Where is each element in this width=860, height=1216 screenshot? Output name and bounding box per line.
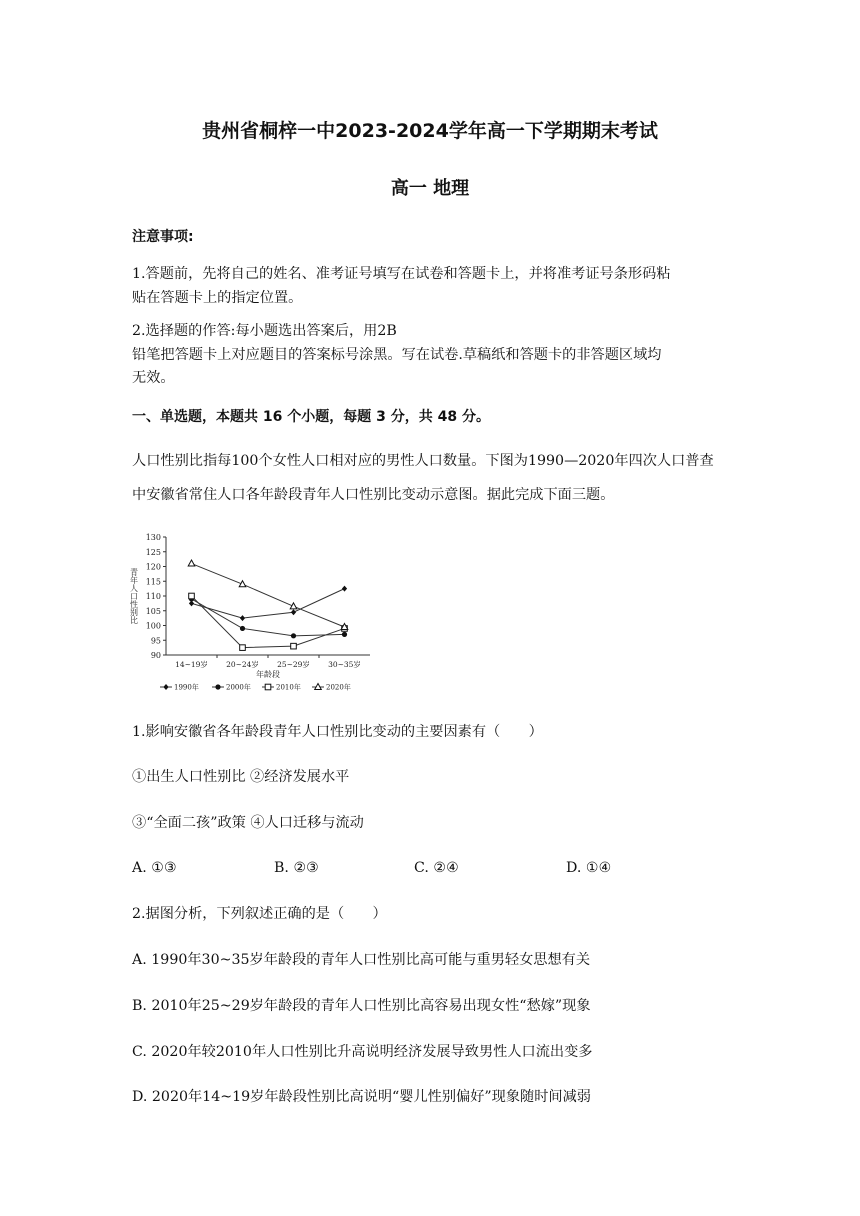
series-line [192,564,345,627]
question-1-stem: 1.影响安徽省各年龄段青年人口性别比变动的主要因素有（ ） [132,724,543,740]
x-axis-title: 年龄段 [256,670,280,679]
notice-item-1-line-2: 贴在答题卡上的指定位置。 [132,290,303,306]
x-tick-label: 30~35岁 [328,660,361,669]
y-tick-label: 100 [145,621,161,631]
data-point [188,560,195,566]
notice-item-1-line-1: 1.答题前，先将自己的姓名、准考证号填写在试卷和答题卡上，并将准考证号条形码粘 [132,266,671,282]
y-axis-title: 青年人口性别比 [129,568,139,624]
legend-label: 2010年 [276,683,301,692]
legend-item [160,683,199,692]
y-tick-label: 125 [145,547,161,557]
question-2-option-d[interactable]: D. 2020年14~19岁年龄段性别比高说明“婴儿性别偏好”现象随时间减弱 [132,1089,591,1105]
series-line [192,596,345,648]
legend-marker [215,684,220,689]
legend-item [262,683,301,692]
data-point [189,593,195,599]
y-tick-label: 115 [145,577,161,587]
question-2-option-c[interactable]: C. 2020年较2010年人口性别比升高说明经济发展导致男性人口流出变多 [132,1044,593,1060]
sex-ratio-line-chart [128,530,378,700]
x-tick-label: 14~19岁 [175,660,208,669]
question-1-option-d[interactable]: D. ①④ [566,860,612,876]
y-tick-label: 130 [145,533,161,542]
y-tick-label: 95 [150,636,161,646]
notice-item-2-line-1: 2.选择题的作答:每小题选出答案后，用2B [132,323,397,339]
intro-line-1: 人口性别比指每100个女性人口相对应的男性人口数量。下图为1990—2020年四次人口普查 [132,453,714,469]
question-1-statements-line-2: ③“全面二孩”政策 ④人口迁移与流动 [132,815,364,831]
question-2-stem: 2.据图分析，下列叙述正确的是（ ） [132,906,387,922]
legend-label: 2020年 [326,683,351,692]
notice-heading: 注意事项: [132,229,194,245]
question-1-statements-line-1: ①出生人口性别比 ②经济发展水平 [132,769,350,785]
data-point [240,645,246,651]
question-2-option-b[interactable]: B. 2010年25~29岁年龄段的青年人口性别比高容易出现女性“愁嫁”现象 [132,998,591,1014]
x-tick-label: 20~24岁 [226,660,259,669]
data-point [291,643,297,649]
x-tick-label: 25~29岁 [277,660,310,669]
y-tick-label: 120 [145,562,161,572]
data-point [342,632,347,637]
section-1-heading: 一、单选题，本题共 16 个小题，每题 3 分，共 48 分。 [132,409,490,425]
question-1-option-b[interactable]: B. ②③ [274,860,319,876]
series-2020年 [188,560,348,629]
y-tick-label: 110 [145,592,161,601]
data-point [342,586,347,592]
question-1-option-c[interactable]: C. ②④ [414,860,459,876]
data-point [291,633,296,638]
exam-subtitle: 高一 地理 [390,178,470,199]
legend-marker [163,684,168,690]
series-2010年 [189,593,348,650]
notice-item-2-line-3: 无效。 [132,370,175,386]
series-line [192,589,345,619]
data-point [291,609,296,615]
y-tick-label: 90 [150,651,161,660]
data-point [240,615,245,621]
legend-label: 2000年 [226,683,251,692]
question-1-option-a[interactable]: A. ①③ [132,860,177,876]
notice-item-2-line-2: 铅笔把答题卡上对应题目的答案标号涂黑。写在试卷.草稿纸和答题卡的非答题区域均 [132,347,662,363]
legend-item [312,683,351,692]
legend-label: 1990年 [174,683,199,692]
y-tick-label: 105 [145,606,161,616]
series-1990年 [189,586,347,622]
exam-title: 贵州省桐梓一中2023-2024学年高一下学期期末考试 [202,120,658,142]
intro-line-2: 中安徽省常住人口各年龄段青年人口性别比变动示意图。据此完成下面三题。 [132,487,615,503]
data-point [240,626,245,631]
question-2-option-a[interactable]: A. 1990年30~35岁年龄段的青年人口性别比高可能与重男轻女思想有关 [132,952,591,968]
legend-item [212,683,251,692]
legend-marker [265,684,271,690]
